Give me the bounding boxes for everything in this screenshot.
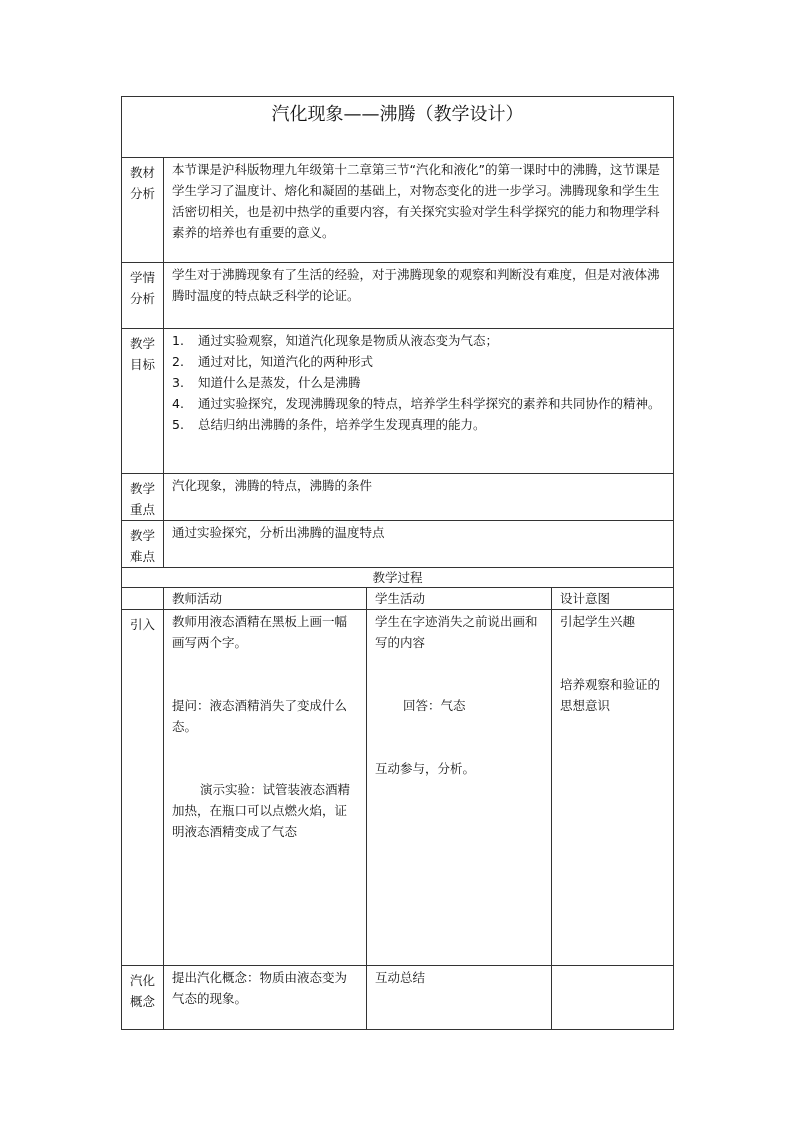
goal-text: 通过对比，知道汽化的两种形式 xyxy=(198,354,374,369)
table-row xyxy=(122,966,674,1030)
student-step: 互动参与，分析。 xyxy=(375,761,476,776)
intro-student-cell xyxy=(367,610,552,966)
process-header: 教学过程 xyxy=(122,568,674,588)
goal-number: 1. xyxy=(172,333,184,348)
intro-label: 引入 xyxy=(122,610,164,966)
material-analysis-text: 本节课是沪科版物理九年级第十二章第三节“汽化和液化”的第一课时中的沸腾，这节课是学生学习了温度计、熔化和凝固的基础上，对物态变化的进一步学习。沸腾现象和学生生活密切相关，也是初中热学的重要内容，有关探究实验对学生科学探究的能力和物理学科素养的培养也有重要的意义。 xyxy=(164,158,674,263)
goal-text: 通过实验观察，知道汽化现象是物质从液态变为气态； xyxy=(198,333,499,348)
spacer xyxy=(375,653,543,695)
goal-item xyxy=(172,393,665,414)
document-title: 汽化现象——沸腾（教学设计） xyxy=(122,97,674,158)
student-step: 回答：气态 xyxy=(403,698,466,713)
vaporization-concept-label: 汽化概念 xyxy=(122,966,164,1030)
student-activity-header: 学生活动 xyxy=(367,588,552,610)
teacher-step: 提出汽化概念：物质由液态变为气态的现象。 xyxy=(172,970,348,1006)
material-analysis-label: 教材分析 xyxy=(122,158,164,263)
student-step: 互动总结 xyxy=(375,970,426,985)
teacher-activity-header: 教师活动 xyxy=(164,588,367,610)
goal-item xyxy=(172,351,665,372)
lesson-plan-table xyxy=(121,96,674,1030)
intro-design-cell xyxy=(552,610,674,966)
goal-number: 4. xyxy=(172,396,184,411)
spacer xyxy=(560,632,665,674)
concept-design-cell xyxy=(552,966,674,1030)
goal-number: 3. xyxy=(172,375,184,390)
concept-teacher-cell xyxy=(164,966,367,1030)
concept-student-cell xyxy=(367,966,552,1030)
goal-number: 2. xyxy=(172,354,184,369)
design-intent-header: 设计意图 xyxy=(552,588,674,610)
goal-number: 5. xyxy=(172,417,184,432)
goal-text: 知道什么是蒸发，什么是沸腾 xyxy=(198,375,361,390)
spacer xyxy=(375,716,543,758)
spacer xyxy=(172,737,358,779)
teacher-step: 演示实验：试管装液态酒精加热，在瓶口可以点燃火焰，证明液态酒精变成了气态 xyxy=(172,782,351,839)
goal-text: 总结归纳出沸腾的条件，培养学生发现真理的能力。 xyxy=(198,417,486,432)
student-step: 学生在字迹消失之前说出画和写的内容 xyxy=(375,614,538,650)
goal-item xyxy=(172,372,665,393)
difficult-points-label: 教学难点 xyxy=(122,521,164,568)
process-empty-corner xyxy=(122,588,164,610)
teaching-goals-cell xyxy=(164,329,674,474)
student-analysis-text: 学生对于沸腾现象有了生活的经验，对于沸腾现象的观察和判断没有难度，但是对液体沸腾时温度的特点缺乏科学的论证。 xyxy=(164,263,674,329)
intro-teacher-cell xyxy=(164,610,367,966)
teaching-goals-list xyxy=(172,330,665,435)
key-points-text: 汽化现象，沸腾的特点，沸腾的条件 xyxy=(164,474,674,521)
teacher-step: 提问：液态酒精消失了变成什么态。 xyxy=(172,698,348,734)
goal-text: 通过实验探究，发现沸腾现象的特点，培养学生科学探究的素养和共同协作的精神。 xyxy=(198,396,661,411)
lesson-plan-document xyxy=(121,96,673,1030)
spacer xyxy=(172,653,358,695)
design-note: 培养观察和验证的思想意识 xyxy=(560,677,661,713)
teaching-goals-label: 教学目标 xyxy=(122,329,164,474)
goal-item xyxy=(172,414,665,435)
student-analysis-label: 学情分析 xyxy=(122,263,164,329)
teacher-step: 教师用液态酒精在黑板上画一幅画写两个字。 xyxy=(172,614,348,650)
goal-item xyxy=(172,330,665,351)
design-note: 引起学生兴趣 xyxy=(560,614,636,629)
difficult-points-text: 通过实验探究，分析出沸腾的温度特点 xyxy=(164,521,674,568)
table-row xyxy=(122,610,674,966)
key-points-label: 教学重点 xyxy=(122,474,164,521)
